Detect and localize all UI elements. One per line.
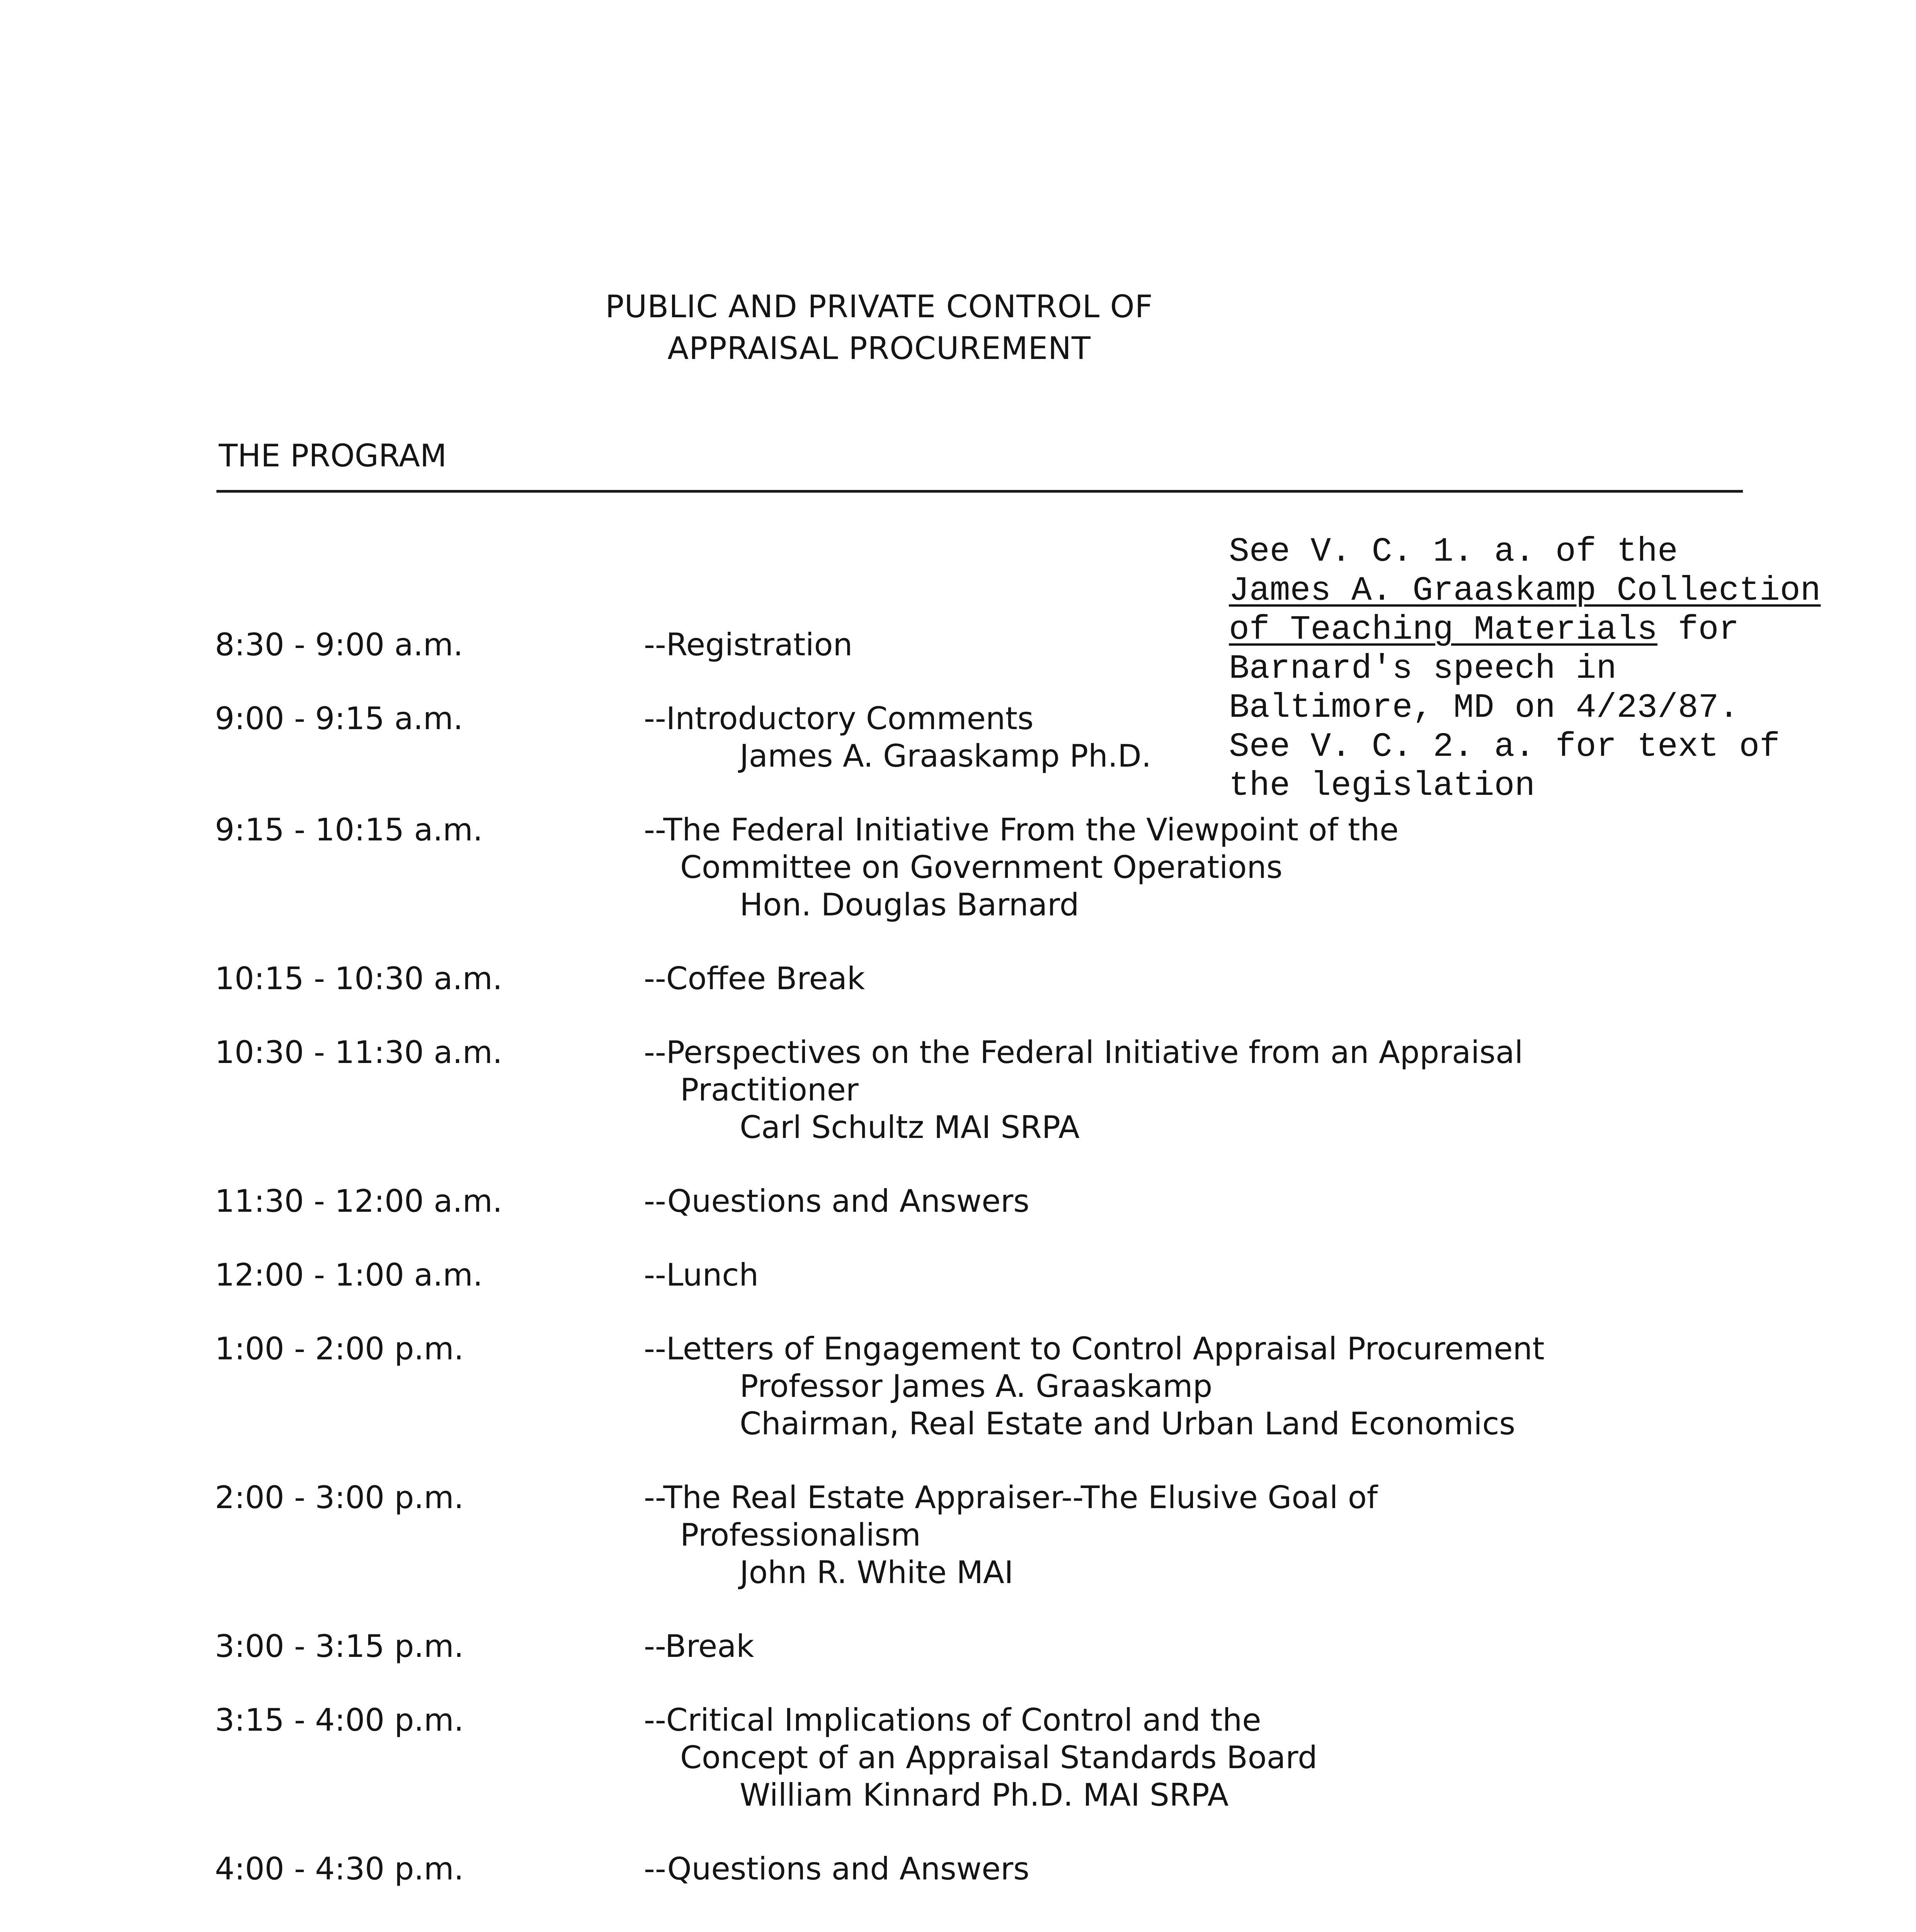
- title-line: PUBLIC AND PRIVATE CONTROL OF: [605, 289, 1153, 325]
- note-line: See V. C. 2. a. for text of: [1229, 728, 1780, 766]
- program-item-title: Practitioner: [680, 1072, 859, 1108]
- program-row: [215, 1182, 1838, 1220]
- document-title: [502, 286, 1256, 369]
- program-time: 10:15 - 10:30 a.m.: [215, 961, 503, 997]
- note-line: for: [1657, 611, 1739, 649]
- program-item: [644, 626, 1803, 663]
- program-speaker: Carl Schultz MAI SRPA: [740, 1109, 1080, 1145]
- program-speaker: John R. White MAI: [740, 1554, 1014, 1590]
- program-time: 3:00 - 3:15 p.m.: [215, 1628, 464, 1664]
- program-speaker: Professor James A. Graaskamp: [740, 1368, 1213, 1404]
- program-time: 8:30 - 9:00 a.m.: [215, 627, 463, 663]
- program-item-title: --Introductory Comments: [644, 701, 1034, 736]
- program-item: [644, 1182, 1803, 1220]
- program-item: [644, 811, 1803, 923]
- program-time: 2:00 - 3:00 p.m.: [215, 1480, 464, 1515]
- program-row: [215, 1701, 1838, 1814]
- program-item-title: --Critical Implications of Control and the: [644, 1702, 1261, 1738]
- program-row: [215, 700, 1838, 775]
- program-item: [644, 1628, 1803, 1665]
- program-item-title: --Letters of Engagement to Control Appraisal Procurement: [644, 1331, 1545, 1367]
- program-item-title: Concept of an Appraisal Standards Board: [680, 1740, 1317, 1776]
- program-item-title: --The Real Estate Appraiser--The Elusive Goal of: [644, 1480, 1378, 1515]
- program-time: 12:00 - 1:00 a.m.: [215, 1257, 483, 1293]
- program-time: 1:00 - 2:00 p.m.: [215, 1331, 464, 1367]
- program-speaker: Hon. Douglas Barnard: [740, 887, 1079, 923]
- note-line: Baltimore, MD on 4/23/87.: [1229, 689, 1739, 727]
- program-item: [644, 1479, 1803, 1591]
- program-row: [215, 626, 1838, 663]
- program-item-title: --Perspectives on the Federal Initiative from an Appraisal: [644, 1034, 1523, 1070]
- program-row: [215, 1850, 1838, 1888]
- note-reference-link: of Teaching Materials: [1229, 611, 1657, 649]
- note-line: the legislation: [1229, 767, 1535, 805]
- heading-rule: [216, 490, 1743, 493]
- program-schedule: [215, 626, 1838, 1924]
- program-item-title: --Questions and Answers: [644, 1183, 1029, 1219]
- program-time: 9:00 - 9:15 a.m.: [215, 701, 463, 736]
- program-time: 3:15 - 4:00 p.m.: [215, 1702, 464, 1738]
- program-item-title: --The Federal Initiative From the Viewpoint of the: [644, 812, 1399, 848]
- program-item: [644, 1034, 1803, 1146]
- program-item-title: --Lunch: [644, 1257, 759, 1293]
- note-line: Barnard's speech in: [1229, 650, 1617, 688]
- program-item: [644, 960, 1803, 997]
- program-item-title: Committee on Government Operations: [680, 849, 1283, 885]
- note-reference-link: James A. Graaskamp Collection: [1229, 572, 1821, 610]
- note-line: See V. C. 1. a. of the: [1229, 533, 1678, 571]
- program-speaker: William Kinnard Ph.D. MAI SRPA: [740, 1777, 1229, 1813]
- program-item-title: Professionalism: [680, 1517, 921, 1553]
- program-item: [644, 1850, 1803, 1888]
- program-speaker: Chairman, Real Estate and Urban Land Economics: [740, 1406, 1516, 1442]
- program-item: [644, 1701, 1803, 1814]
- program-item-title: --Break: [644, 1628, 754, 1664]
- program-time: 11:30 - 12:00 a.m.: [215, 1183, 503, 1219]
- program-item-title: --Coffee Break: [644, 961, 865, 997]
- program-item: [644, 1256, 1803, 1294]
- program-row: [215, 1034, 1838, 1146]
- program-time: 4:00 - 4:30 p.m.: [215, 1851, 464, 1887]
- program-time: 9:15 - 10:15 a.m.: [215, 812, 483, 848]
- program-item: [644, 700, 1803, 775]
- program-row: [215, 1330, 1838, 1442]
- program-row: [215, 960, 1838, 997]
- title-line: APPRAISAL PROCUREMENT: [667, 330, 1091, 366]
- program-speaker: James A. Graaskamp Ph.D.: [740, 738, 1152, 774]
- program-item: [644, 1330, 1803, 1442]
- program-row: [215, 811, 1838, 923]
- program-row: [215, 1628, 1838, 1665]
- section-heading: THE PROGRAM: [219, 438, 447, 474]
- program-item-title: --Registration: [644, 627, 853, 663]
- program-time: 10:30 - 11:30 a.m.: [215, 1034, 503, 1070]
- program-row: [215, 1256, 1838, 1294]
- program-item-title: --Questions and Answers: [644, 1851, 1029, 1887]
- program-row: [215, 1479, 1838, 1591]
